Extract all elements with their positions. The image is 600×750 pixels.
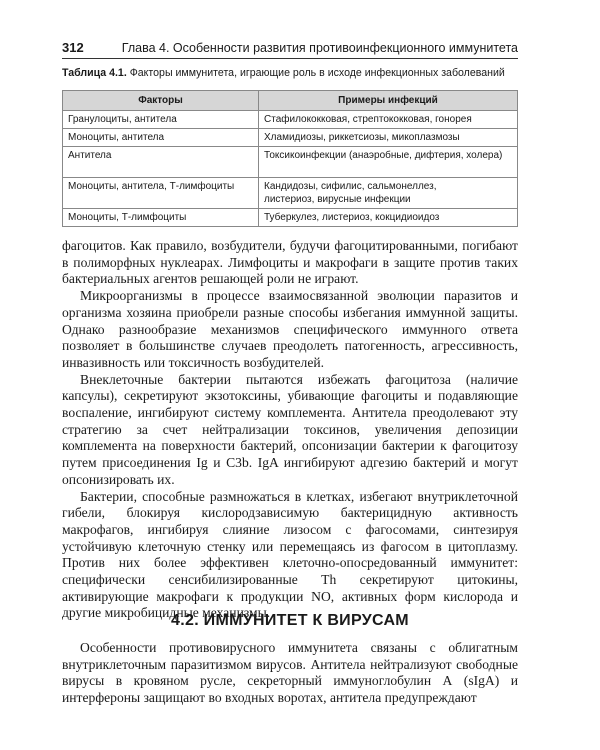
- table-row: [63, 129, 518, 147]
- table-row: [63, 209, 518, 227]
- table-row: [63, 147, 518, 178]
- column-header-factors: Факторы: [63, 91, 259, 111]
- table-caption-label: Таблица 4.1.: [62, 67, 127, 79]
- table-cell-infection: Хламидиозы, риккетсиозы, микоплазмозы: [259, 129, 518, 147]
- chapter-title: Глава 4. Особенности развития противоинфекционного иммунитета: [121, 41, 518, 55]
- table-caption: [62, 67, 532, 79]
- table-cell-factor: Антитела: [63, 147, 259, 178]
- column-header-infections: Примеры инфекций: [259, 91, 518, 111]
- body-text: [62, 238, 518, 622]
- table-cell-infection: Стафилококковая, стрептококковая, гонорея: [259, 111, 518, 129]
- running-header: [62, 40, 518, 59]
- table-cell-factor: Моноциты, антитела, Т-лимфоциты: [63, 178, 259, 209]
- table-cell-factor: Моноциты, антитела: [63, 129, 259, 147]
- table-cell-infection: Кандидозы, сифилис, сальмонеллез, листериоз, вирусные инфекции: [259, 178, 518, 209]
- paragraph: Микроорганизмы в процессе взаимосвязанной эволюции паразитов и организма хозяина приобрели разные способы избегания иммунной защиты. Однако разнообразие механизмов специфического иммунного ответа позволяет в большинстве случаев преодолеть патогенность, агрессивность, инвазивность или токсичность возбудителей.: [62, 288, 518, 370]
- table-caption-text: Факторы иммунитета, играющие роль в исходе инфекционных заболеваний: [126, 67, 505, 79]
- table-cell-infection: Токсикоинфекции (анаэробные, дифтерия, холера): [259, 147, 518, 178]
- table-header-row: [63, 91, 518, 111]
- paragraph: фагоцитов. Как правило, возбудители, будучи фагоцитированными, погибают в полиморфных нуклеарах. Лимфоциты и макрофаги в защите против таких бактериальных агентов решающей роли не играют.: [62, 238, 518, 287]
- paragraph: Особенности противовирусного иммунитета связаны с облигатным внутриклеточным паразитизмом вирусов. Антитела нейтрализуют свободные вирусы в кровяном русле, секреторный иммуноглобулин А (sIgA) и интерфероны защищают во входных воротах, антитела предупреждают: [62, 640, 518, 706]
- table-cell-infection: Туберкулез, листериоз, кокцидиоидоз: [259, 209, 518, 227]
- section-heading: 4.2. ИММУНИТЕТ К ВИРУСАМ: [171, 612, 409, 629]
- table-row: [63, 111, 518, 129]
- factors-table: [62, 90, 518, 227]
- paragraph: Бактерии, способные размножаться в клетках, избегают внутриклеточной гибели, блокируя кислородзависимую бактерицидную активность макрофагов, ингибируя слияние лизосом с фагосомами, синтезируя устойчивую клеточную стенку или перемещаясь из фагосом в цитоплазму. Против них более эффективен клеточно-опосредованный иммунитет: специфически сенсибилизированные Th секретируют цитокины, активирующие макрофаги к продукции NO, активных форм кислорода и другие микробицидные механизмы.: [62, 488, 518, 621]
- table-cell-factor: Гранулоциты, антитела: [63, 111, 259, 129]
- table-row: [63, 178, 518, 209]
- paragraph: Внеклеточные бактерии пытаются избежать фагоцитоза (наличие капсулы), секретируют экзотоксины, убивающие фагоциты и подавляющие воспаление, ингибируют систему комплемента. Антитела преодолевают эту стратегию за счет нейтрализации токсинов, увеличения депозиции комплемента на поверхности бактерий, опсонизации бактерии к фагоцитозу путем присоединения Ig и C3b. IgA ингибируют адгезию бактерий и могут опсонизировать их.: [62, 371, 518, 487]
- section-body-text: [62, 640, 518, 707]
- page-number: 312: [62, 40, 84, 55]
- table-cell-factor: Моноциты, Т-лимфоциты: [63, 209, 259, 227]
